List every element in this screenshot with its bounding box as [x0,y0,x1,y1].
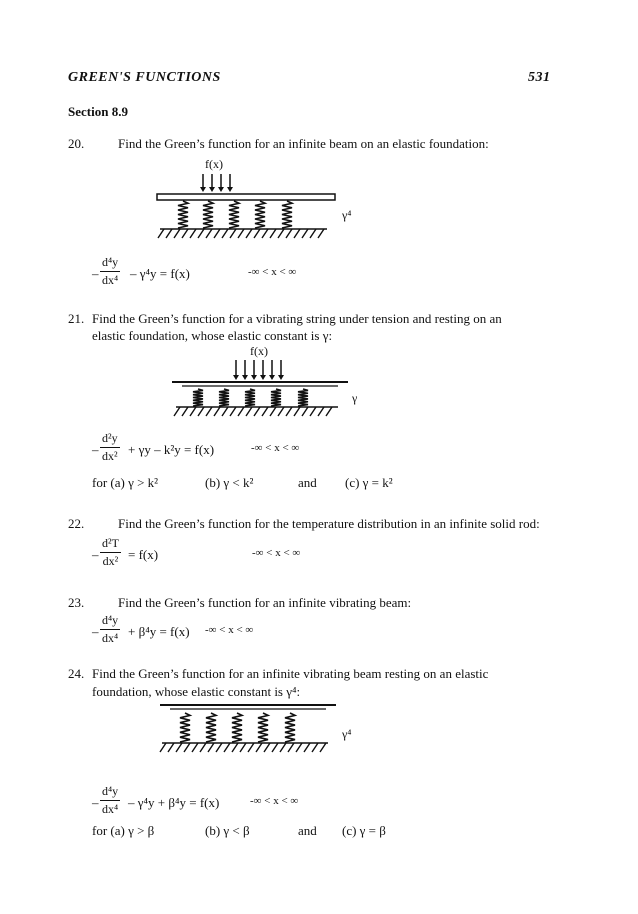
ground-hatch [174,229,180,238]
problem-24-equation-rest: – γ⁴y + β⁴y = f(x) [128,795,220,810]
ground-hatch [198,229,204,238]
problem-20-numerator: d⁴y [100,255,120,272]
ground-hatch [232,743,238,752]
ground-hatch [256,743,262,752]
ground-hatch [278,229,284,238]
ground-hatch [254,229,260,238]
ground-hatch [238,229,244,238]
ground-hatch [198,407,204,416]
ground-hatch [294,407,300,416]
problem-21-force-label: f(x) [250,344,268,358]
force-arrow-head [200,187,206,192]
figure-24-beam-on-foundation [160,705,336,752]
figure-21-string-on-foundation [172,360,348,416]
ground-hatch [286,407,292,416]
ground-hatch [326,407,332,416]
ground-hatch [206,407,212,416]
ground-hatch [280,743,286,752]
problem-24-case-b: (b) γ < β [205,823,250,838]
ground-hatch [318,229,324,238]
ground-hatch [214,407,220,416]
problem-21-text-line-2: elastic foundation, whose elastic constant is γ: [92,328,333,343]
problem-21-denominator: dx² [102,449,118,463]
ground-hatch [264,743,270,752]
ground-hatch [248,743,254,752]
problem-21-equation-rest: + γy – k²y = f(x) [128,442,215,457]
ground-hatch [320,743,326,752]
spring [255,201,265,228]
ground-hatch [160,743,166,752]
problem-24-and: and [298,823,317,838]
problem-24-numerator: d⁴y [100,784,120,801]
problem-20-number: 20. [68,136,85,151]
problem-23-equation-rest: + β⁴y = f(x) [128,624,190,639]
ground-hatch [310,229,316,238]
spring [271,389,281,406]
spring [206,713,216,742]
ground-hatch [318,407,324,416]
ground-hatch [286,229,292,238]
ground-hatch [214,229,220,238]
figure-20-beam-on-foundation [157,174,335,238]
problem-24-case-a: for (a) γ > β [92,823,155,838]
ground-hatch [254,407,260,416]
ground-hatch [190,229,196,238]
ground-hatch [200,743,206,752]
problem-24-text-line-1: Find the Green’s function for an infinite vibrating beam resting on an elastic [92,666,489,681]
force-arrow-head [218,187,224,192]
running-header-title: GREEN'S FUNCTIONS [68,70,221,85]
force-arrow-head [209,187,215,192]
section-heading: Section 8.9 [68,104,128,119]
ground-hatch [246,229,252,238]
problem-20-denominator: dx⁴ [102,273,119,287]
ground-hatch [176,743,182,752]
problem-21-text-line-1: Find the Green’s function for a vibrating string under tension and resting on an [92,311,502,326]
problem-23-number: 23. [68,595,85,610]
ground-hatch [270,407,276,416]
ground-hatch [272,743,278,752]
force-arrow-head [242,375,248,380]
ground-hatch [270,229,276,238]
ground-hatch [294,229,300,238]
ground-hatch [206,229,212,238]
problem-24-minus: – [92,795,99,810]
force-arrow-head [227,187,233,192]
ground-hatch [310,407,316,416]
problem-22-denominator: dx² [102,554,119,568]
ground-hatch [262,229,268,238]
problem-23-range: -∞ < x < ∞ [205,624,254,636]
problem-22-numerator: d²T [100,536,121,553]
problem-21-range: -∞ < x < ∞ [251,442,300,454]
spring [203,201,213,228]
ground-hatch [302,229,308,238]
problem-24-case-c: (c) γ = β [342,823,386,838]
problem-21-number: 21. [68,311,85,326]
ground-hatch [158,229,164,238]
spring [193,389,203,406]
problem-20-range: -∞ < x < ∞ [248,266,297,278]
force-arrow-head [269,375,275,380]
ground-hatch [312,743,318,752]
problem-22-text: Find the Green’s function for the temperature distribution in an infinite solid rod: [118,516,540,531]
problem-24-constant-label: γ⁴ [342,727,352,741]
ground-hatch [222,407,228,416]
problem-21-case-c: (c) γ = k² [345,475,393,490]
problem-24-range: -∞ < x < ∞ [250,795,299,807]
ground-hatch [296,743,302,752]
ground-hatch [240,743,246,752]
spring [219,389,229,406]
ground-hatch [230,229,236,238]
ground-hatch [166,229,172,238]
beam [157,194,335,200]
spring [298,389,308,406]
ground-hatch [246,407,252,416]
problem-20-force-label: f(x) [205,157,223,171]
ground-hatch [302,407,308,416]
ground-hatch [230,407,236,416]
ground-hatch [208,743,214,752]
problem-24-number: 24. [68,666,85,681]
problem-20-text: Find the Green’s function for an infinite beam on an elastic foundation: [118,136,489,151]
problem-23-text: Find the Green’s function for an infinite vibrating beam: [118,595,412,610]
problem-22-number: 22. [68,516,85,531]
force-arrow-head [233,375,239,380]
spring [258,713,268,742]
spring [285,713,295,742]
problem-24-text-line-2: foundation, whose elastic constant is γ⁴: [92,684,301,699]
problem-21-and: and [298,475,317,490]
problem-22-range: -∞ < x < ∞ [252,547,301,559]
ground-hatch [216,743,222,752]
ground-hatch [278,407,284,416]
problem-22-minus: – [92,547,99,562]
ground-hatch [262,407,268,416]
ground-hatch [184,743,190,752]
ground-hatch [168,743,174,752]
problem-23-minus: – [92,624,99,639]
ground-hatch [224,743,230,752]
problem-22-equation-rest: = f(x) [128,547,159,562]
force-arrow-head [251,375,257,380]
problem-20-constant-label: γ⁴ [342,208,352,222]
problem-23-denominator: dx⁴ [102,631,119,645]
problem-20-equation-rest: – γ⁴y = f(x) [130,266,190,281]
ground-hatch [238,407,244,416]
ground-hatch [304,743,310,752]
ground-hatch [182,407,188,416]
spring [232,713,242,742]
force-arrow-head [260,375,266,380]
spring [282,201,292,228]
ground-hatch [190,407,196,416]
ground-hatch [182,229,188,238]
ground-hatch [222,229,228,238]
page-number: 531 [528,70,551,85]
ground-hatch [192,743,198,752]
problem-21-constant-label: γ [352,391,358,405]
ground-hatch [288,743,294,752]
problem-20-minus: – [92,266,99,281]
problem-21-case-a: for (a) γ > k² [92,475,159,490]
problem-21-case-b: (b) γ < k² [205,475,254,490]
problem-24-denominator: dx⁴ [102,802,119,816]
problem-21-minus: – [92,442,99,457]
spring [180,713,190,742]
problem-21-numerator: d²y [100,431,120,448]
ground-hatch [174,407,180,416]
problem-23-numerator: d⁴y [100,613,120,630]
spring [245,389,255,406]
force-arrow-head [278,375,284,380]
spring [229,201,239,228]
spring [178,201,188,228]
